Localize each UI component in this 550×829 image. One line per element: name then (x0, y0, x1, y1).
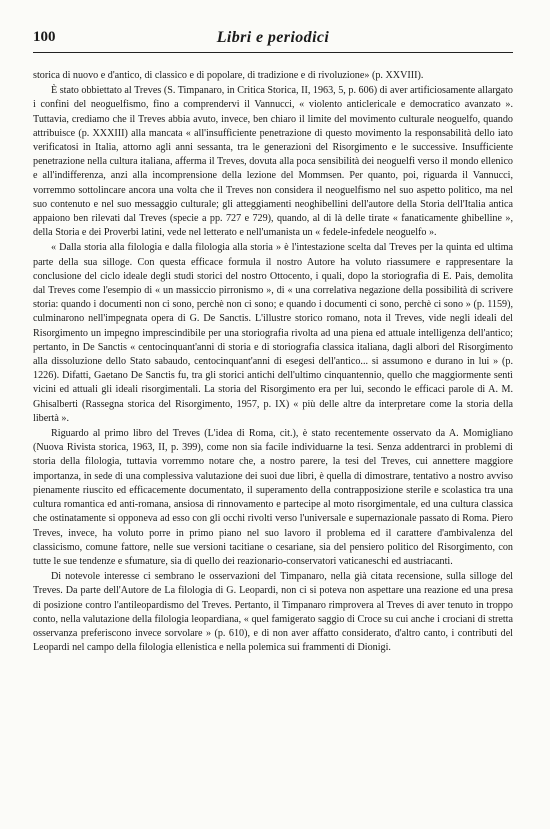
paragraph: È stato obbiettato al Treves (S. Timpanaro, in Critica Storica, II, 1963, 5, p. 606) di aver artificiosamente allargato i confini del neoguelfismo, fino a comprendervi il Vannucci, « violento anticlericale e democratico avanzato ». Tuttavia, crediamo che il Treves abbia avuto, invece, ben chiaro il limite del movimento culturale neoguelfo, quando attribuisce (p. XXXIII) alla mancata « all'insufficiente penetrazione di questo movimento la responsabilità dello iato verificatosi in Italia, attorno agli anni sessanta, tra le generazioni del Risorgimento e le successive. Insufficiente penetrazione nella cultura italiana, afferma il Treves, dovuta alla poca sensibilità dei neoguelfi verso il mondo ellenico e all'indifferenza, anzi alla incomprensione della lezione del Mommsen. Per quanto, poi, riguarda il Vannucci, vorremmo sottolincare ancora una volta che il Treves non considera il neoguelfismo nel suo aspetto politico, ma nel suo contenuto e nel suo messaggio culturale; gli atteggiamenti neoghibellini dell'autore della Storia dell'Italia antica appaiono ben rilevati dal Treves (specie a pp. 727 e 729), quando, al di là delle tirate « fanaticamente ghibelline », della Storia e dei Proverbi latini, vede nel letterato e nell'umanista un « fedele-infedele neoguelfo ». (33, 85, 513, 239)
paragraph: Di notevole interesse ci sembrano le osservazioni del Timpanaro, nella già citata recensione, sulla silloge del Treves. Da parte dell'Autore de La filologia di G. Leopardi, non ci si poteva non aspettare una reazione ed una presa di posizione contro l'antileopardismo del Treves. Pertanto, il Timpanaro rimprovera al Treves di aver tenuto in troppo conto, nella valutazione della filologia leopardiana, « quel famigerato saggio di Croce su cui anche i crociani di stretta osservanza preferiscono invece sorvolare » (p. 610), e di non aver affatto considerato, d'altro canto, i contributi del Leopardi nel campo della filologia ellenistica e nella polemica sui frammenti di Dionigi. (33, 571, 513, 654)
paragraph: « Dalla storia alla filologia e dalla filologia alla storia » è l'intestazione scelta dal Treves per la quinta ed ultima parte della sua silloge. Con questa efficace formula il nostro Autore ha voluto riassumere e rappresentare la conclusione del ciclo ideale degli studi storici del nostro Ottocento, i quali, dopo la storiografia di E. Pais, demolita dal Treves come l'esempio di « un massiccio pirronismo », di « una correlativa negazione della possibilità di scrivere storia: quando i documenti non ci sono, perchè non ci sono; e quando i documenti ci sono, perchè ci sono » (p. 1159), culminarono nell'impegnata opera di G. De Sanctis. L'illustre storico romano, nota il Treves, vide negli ideali del Risorgimento un impegno imprescindibile per una storiografia rivolta ad una piena ed attuale intelligenza dell'antico; pertanto, in De Sanctis « centocinquant'anni di storia e di storiografia classica italiana, dagli albori del Risorgimento alla dissoluzione dello Stato sabaudo, centocinquant'anni di esegesi dell'antico... si assumono e durano in lui » (p. 1226). Difatti, Gaetano De Sanctis fu, tra gli storici antichi dell'ultimo cinquantennio, quello che maggiormente sentì vicini ed attuali gli ideali risorgimentali. La storia del Risorgimento era per lui, secondo le efficaci parole di A. M. Ghisalberti (Rassegna storica del Risorgimento, 1957, p. IX) « più delle altre da interpretare come la storia della libertà ». (33, 242, 513, 424)
page-number: 100 (33, 29, 56, 45)
paragraph: Riguardo al primo libro del Treves (L'idea di Roma, cit.), è stato recentemente osservato da A. Momigliano (Nuova Rivista storica, 1963, II, p. 399), come non sia facile individuarne la tesi. Senza addentrarci in problemi di storia della filologia, tuttavia vorremmo notare che, a nostro parere, la tesi del Treves, cui annettere maggiore importanza, in sede di una complessiva valutazione dei suoi due libri, è quella di dimostrare, tentativo a nostro avviso pienamente riuscito ed efficacemente documentato, il superamento della contrapposizione sterile e scolastica tra una cultura romantica ed anti-romana, ansiosa di rinnovamento e partecipe al moto risorgimentale, ed una cultura classica che ostinatamente si opponeva ad esso con gli occhi rivolti verso l'universale e supernazionale passato di Roma. Piero Treves, invece, ha voluto porre in primo piano nel suo lavoro il problema ed il carattere d'ambivalenza del classicismo, comune fattore, nelle sue versioni tacitiane o cesariane, sia del pensiero politico del Risorgimento, con tutte le sue tendenze e sfumature, sia di quello dei reazionario-conservatori vaticaneschi ed austriacanti. (33, 428, 513, 567)
running-title: Libri e periodici (216, 29, 330, 46)
page-header (33, 29, 513, 51)
body-text (33, 69, 513, 655)
header-rule (33, 52, 513, 53)
paragraph-continuation: storica di nuovo e d'antico, di classico e di popolare, di tradizione e di rivoluzione» (p. XXVIII). (33, 70, 424, 81)
